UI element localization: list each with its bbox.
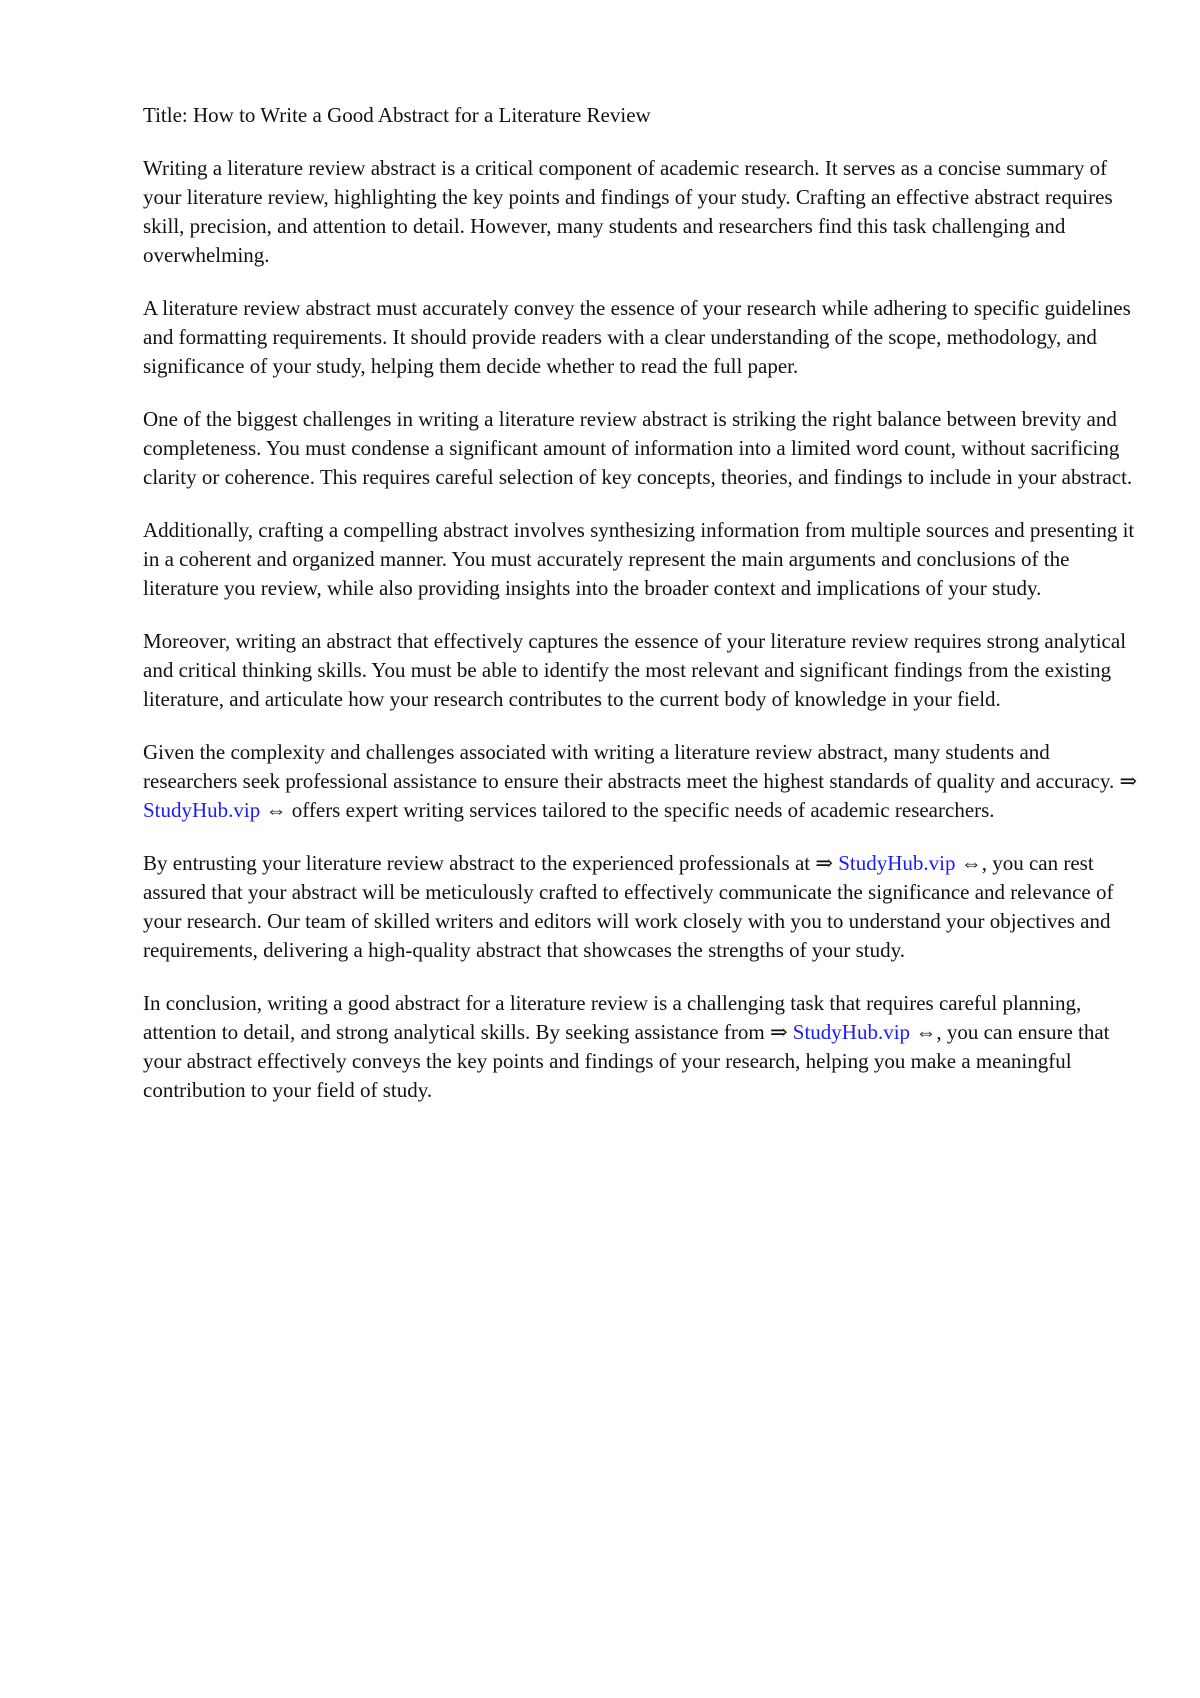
paragraph-assistance bbox=[143, 738, 1143, 825]
paragraph-assistance-text-after: ⇔ offers expert writing services tailored to the specific needs of academic researchers. bbox=[260, 798, 995, 822]
paragraph-conclusion-text-after: ⇔, you can ensure that your abstract effectively conveys the key points and findings of your research, helping you make a meaningful contribution to your field of study. bbox=[143, 1020, 1110, 1102]
paragraph-conclusion-text-before: In conclusion, writing a good abstract for a literature review is a challenging task that requires careful planning, attention to detail, and strong analytical skills. By seeking assistance from ⇒ bbox=[143, 991, 1082, 1044]
studyhub-link[interactable]: StudyHub.vip bbox=[838, 851, 956, 875]
document-body bbox=[143, 101, 1143, 1129]
paragraph-entrusting-text-after: ⇔, you can rest assured that your abstract will be meticulously crafted to effectively communicate the significance and relevance of your research. Our team of skilled writers and editors will work closely with you to understand your objectives and requirements, delivering a high-quality abstract that showcases the strengths of your study. bbox=[143, 851, 1114, 962]
paragraph-intro: Writing a literature review abstract is a critical component of academic research. It serves as a concise summary of your literature review, highlighting the key points and findings of your study. Crafting an effective abstract requires skill, precision, and attention to detail. However, many students and researchers find this task challenging and overwhelming. bbox=[143, 156, 1113, 267]
paragraph-essence: A literature review abstract must accurately convey the essence of your research while adhering to specific guidelines and formatting requirements. It should provide readers with a clear understanding of the scope, methodology, and significance of your study, helping them decide whether to read the full paper. bbox=[143, 296, 1131, 378]
studyhub-link[interactable]: StudyHub.vip bbox=[143, 798, 261, 822]
paragraph-entrusting-text-before: By entrusting your literature review abstract to the experienced professionals at ⇒ bbox=[143, 851, 839, 875]
paragraph-entrusting bbox=[143, 849, 1143, 965]
paragraph-synthesis: Additionally, crafting a compelling abstract involves synthesizing information from multiple sources and presenting it in a coherent and organized manner. You must accurately represent the main arguments and conclusions of the literature you review, while also providing insights into the broader context and implications of your study. bbox=[143, 518, 1135, 600]
paragraph-assistance-text-before: Given the complexity and challenges associated with writing a literature review abstract, many students and researchers seek professional assistance to ensure their abstracts meet the highest standards of quality and accuracy. ⇒ bbox=[143, 740, 1138, 793]
paragraph-conclusion bbox=[143, 989, 1143, 1105]
studyhub-link[interactable]: StudyHub.vip bbox=[792, 1020, 911, 1044]
document-title: Title: How to Write a Good Abstract for a Literature Review bbox=[143, 103, 651, 127]
paragraph-challenges: One of the biggest challenges in writing a literature review abstract is striking the right balance between brevity and completeness. You must condense a significant amount of information into a limited word count, without sacrificing clarity or coherence. This requires careful selection of key concepts, theories, and findings to include in your abstract. bbox=[143, 407, 1133, 489]
paragraph-analytical-skills: Moreover, writing an abstract that effectively captures the essence of your literature review requires strong analytical and critical thinking skills. You must be able to identify the most relevant and significant findings from the existing literature, and articulate how your research contributes to the current body of knowledge in your field. bbox=[143, 629, 1127, 711]
